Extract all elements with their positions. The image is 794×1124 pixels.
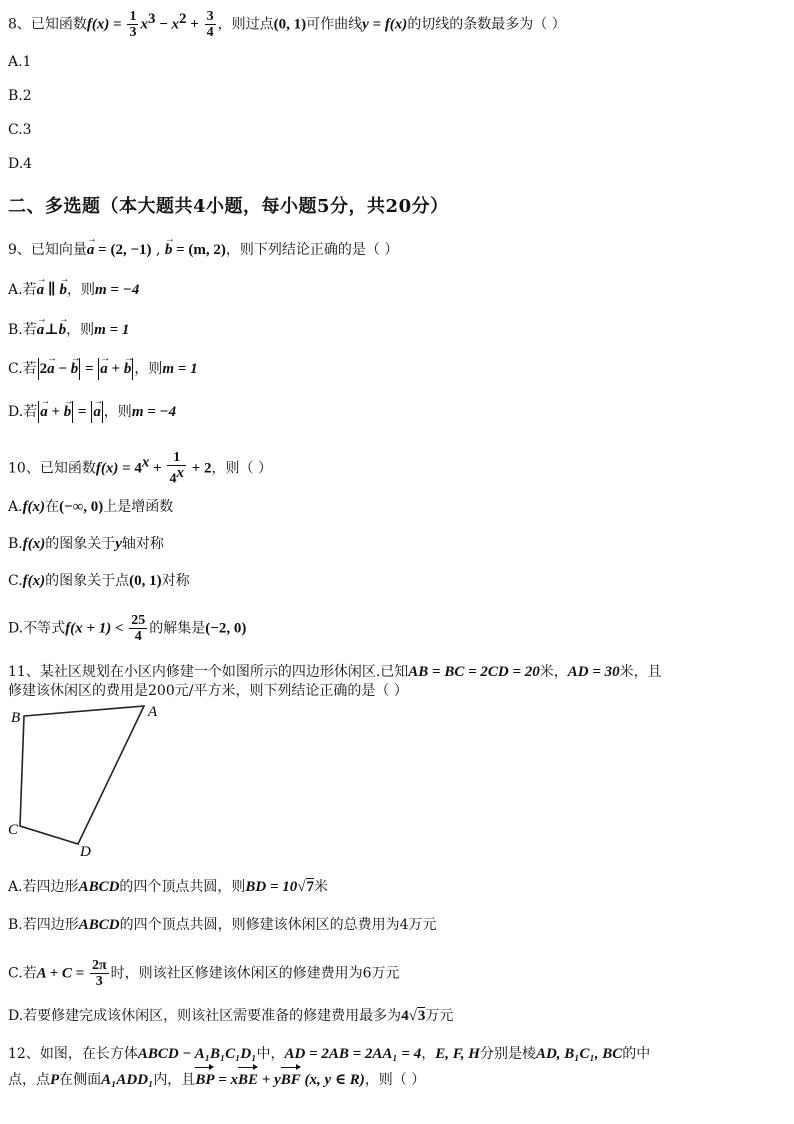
fraction: $\frac{1}{3}$ (129, 9, 137, 41)
q11-option-b[interactable]: B.若四边形ABCD的四个顶点共圆，则修建该休闲区的总费用为4万元 (8, 917, 437, 933)
vertex-label-a: A (148, 704, 158, 720)
q12-stem-line2: 点，点P在侧面A₁ADD₁内，且BP = xBE + yBF (x, y ∈ R)，则（ ） (8, 1072, 426, 1088)
q8-option-b[interactable]: B.2 (8, 88, 32, 104)
q10-option-a[interactable]: A.f(x)在(−∞, 0)上是增函数 (8, 499, 174, 515)
q11-option-c[interactable]: C.若A + C = $\frac{2\pi}{3}$ 时，则该社区修建该休闲区的修建费用为6万元 (8, 958, 400, 989)
q9-stem: 9、已知向量→ a = (2, −1) , → b = (m, 2)，则下列结论正确的是（ ） (8, 240, 398, 260)
q8-option-a[interactable]: A.1 (8, 54, 32, 70)
q10-option-c[interactable]: C.f(x)的图象关于点(0, 1)对称 (8, 573, 190, 589)
fraction: $\frac{25}{4}$ (131, 613, 146, 644)
q11-stem-line1: 11、某社区规划在小区内修建一个如图所示的四边形休闲区.已知AB = BC = 2CD = 20米，AD = 30米，且 (8, 664, 662, 680)
q10-option-d[interactable]: D.不等式f(x + 1) < $\frac{25}{4}$ 的解集是(−2, 0) (8, 613, 247, 644)
vertex-label-d: D (80, 844, 91, 860)
q8-option-c[interactable]: C.3 (8, 122, 32, 138)
q12-stem-line1: 12、如图，在长方体ABCD − A₁B₁C₁D₁中，AD = 2AB = 2AA₁ = 4，E, F, H分别是棱AD, B₁C₁, BC的中 (8, 1046, 651, 1062)
vertex-label-c: C (8, 822, 19, 838)
q10-stem: 10、已知函数$f(x) = 4^x$ + $\frac{1}{4^x}$ + 2，则（ ） (8, 450, 272, 487)
vertex-label-b: B (11, 710, 21, 726)
q8-stem: 8、已知函数f(x) = $\frac{1}{3}$ $x^3 - x^2$ + $\frac{3}{4}$ ，则过点(0, 1)可作曲线y = f(x)的切线的条数最多为（ ） (8, 9, 566, 41)
q9-option-c[interactable]: C.若 2→ a − → b = → a + → b ，则m = 1 (8, 358, 198, 380)
fraction: $\frac{2\pi}{3}$ (91, 958, 107, 989)
q11-stem-line2: 修建该休闲区的费用是200元/平方米，则下列结论正确的是（ ） (8, 683, 408, 699)
fraction: $\frac{1}{4^x}$ (169, 450, 184, 487)
q11-option-d[interactable]: D.若要修建完成该休闲区，则该社区需要准备的修建费用最多为4√3万元 (8, 1008, 454, 1024)
q10-option-b[interactable]: B.f(x)的图象关于y轴对称 (8, 536, 164, 552)
q11-option-a[interactable]: A.若四边形ABCD的四个顶点共圆，则BD = 10√7米 (8, 879, 329, 895)
q9-option-a[interactable]: A.若→ a ∥ → b，则m = −4 (8, 280, 139, 300)
quadrilateral-figure (6, 700, 156, 860)
q9-option-b[interactable]: B.若→ a⊥→ b，则m = 1 (8, 320, 129, 340)
section-heading: 二、多选题（本大题共4小题，每小题5分，共20分） (8, 196, 449, 217)
fraction: $\frac{3}{4}$ (206, 9, 214, 41)
q9-option-d[interactable]: D.若→ a + → b = → a ，则m = −4 (8, 401, 176, 423)
q8-option-d[interactable]: D.4 (8, 156, 33, 172)
